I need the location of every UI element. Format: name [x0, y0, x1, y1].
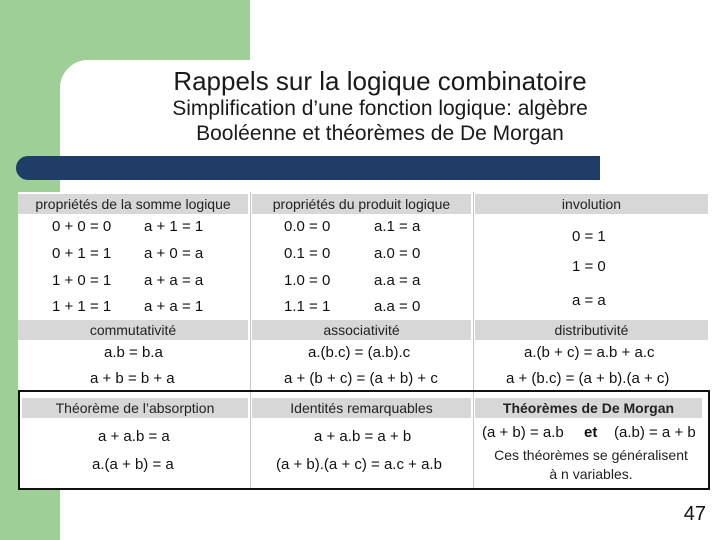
formula-absorption: a + a.b = a [98, 428, 170, 445]
demorgan-note-line2: à n variables. [549, 466, 633, 482]
header-absorption: Théorème de l’absorption [22, 398, 248, 418]
formula-involution: 1 = 0 [572, 258, 606, 275]
formula-produit: a.1 = a [374, 218, 421, 235]
slide-titles [60, 66, 700, 146]
formula-somme: 1 + 1 = 1 [52, 298, 112, 315]
formula-involution: 0 = 1 [572, 228, 606, 245]
header-somme: propriétés de la somme logique [18, 194, 248, 214]
formula-identites: a + a.b = a + b [314, 428, 412, 445]
formula-demorgan-2: (a.b) = a + b [614, 424, 696, 441]
formula-associativite: a.(b.c) = (a.b).c [308, 344, 411, 361]
formula-produit: 0.0 = 0 [284, 218, 331, 235]
formula-produit: a.a = 0 [374, 298, 421, 315]
slide-subtitle-line2: Booléenne et théorèmes de De Morgan [196, 122, 564, 145]
formula-produit: 1.1 = 1 [284, 298, 331, 315]
demorgan-and: et [584, 424, 598, 441]
title-divider-bar [16, 156, 600, 180]
header-produit: propriétés du produit logique [252, 194, 471, 214]
formula-somme: a + a = 1 [144, 298, 204, 315]
header-distributivite: distributivité [475, 320, 708, 340]
formula-commutativite: a + b = b + a [90, 370, 175, 387]
formula-somme: a + 1 = 1 [144, 218, 204, 235]
formula-somme: 1 + 0 = 1 [52, 272, 112, 289]
header-involution: involution [475, 194, 708, 214]
formula-absorption: a.(a + b) = a [92, 456, 174, 473]
formula-commutativite: a.b = b.a [104, 344, 163, 361]
header-commutativite: commutativité [18, 320, 248, 340]
formula-associativite: a + (b + c) = (a + b) + c [284, 370, 438, 387]
formula-somme: 0 + 0 = 0 [52, 218, 112, 235]
formula-somme: a + a = a [144, 272, 204, 289]
demorgan-note [476, 446, 706, 484]
formula-somme: a + 0 = a [144, 245, 204, 262]
page-number: 47 [683, 503, 706, 525]
formula-produit: a.0 = 0 [374, 245, 421, 262]
formula-distributivite: a + (b.c) = (a + b).(a + c) [506, 370, 670, 387]
boolean-properties-table [18, 192, 710, 490]
formula-produit: a.a = a [374, 272, 421, 289]
header-identites: Identités remarquables [252, 398, 471, 418]
formula-produit: 1.0 = 0 [284, 272, 331, 289]
formula-involution: a = a [572, 292, 606, 309]
formula-somme: 0 + 1 = 1 [52, 245, 112, 262]
slide-subtitle-line1: Simplification d’une fonction logique: algèbre [172, 97, 588, 120]
header-demorgan: Théorèmes de De Morgan [475, 398, 702, 418]
formula-produit: 0.1 = 0 [284, 245, 331, 262]
formula-identites: (a + b).(a + c) = a.c + a.b [276, 456, 442, 473]
formula-demorgan-1: (a + b) = a.b [482, 424, 564, 441]
formula-distributivite: a.(b + c) = a.b + a.c [524, 344, 655, 361]
demorgan-note-line1: Ces théorèmes se généralisent [494, 447, 688, 463]
header-associativite: associativité [252, 320, 471, 340]
slide-title: Rappels sur la logique combinatoire [173, 66, 587, 96]
